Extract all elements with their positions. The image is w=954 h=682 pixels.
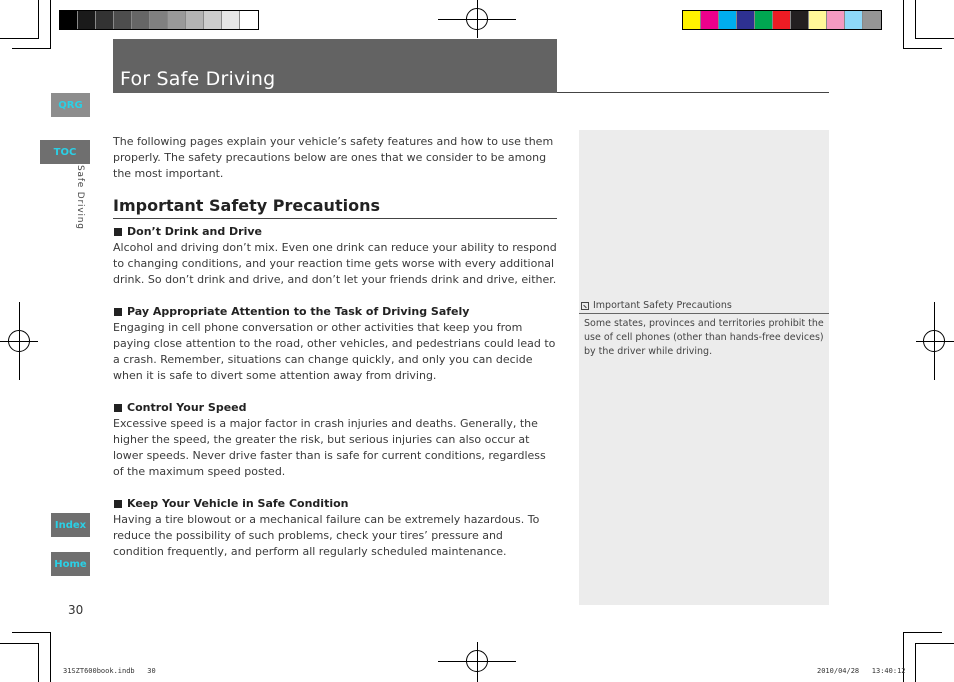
precaution-item bbox=[113, 496, 557, 560]
side-note-heading bbox=[579, 300, 829, 314]
color-swatch bbox=[845, 11, 863, 29]
section-label: Safe Driving bbox=[75, 165, 85, 230]
crop-mark bbox=[916, 643, 954, 644]
color-swatch bbox=[683, 11, 701, 29]
precaution-body: Excessive speed is a major factor in crash injuries and deaths. Generally, the higher the speed, the greater the risk, but serious injuries can also occur at lower speeds. Never drive faster than is safe for current conditions, regardless of the maximum speed posted. bbox=[113, 417, 546, 478]
gray-swatch-bar bbox=[59, 10, 259, 30]
color-swatch bbox=[96, 11, 114, 29]
color-swatch bbox=[791, 11, 809, 29]
color-swatch bbox=[150, 11, 168, 29]
color-swatch bbox=[773, 11, 791, 29]
color-swatch bbox=[222, 11, 240, 29]
crop-mark bbox=[904, 48, 942, 49]
index-tab[interactable] bbox=[51, 513, 90, 537]
crop-mark bbox=[12, 632, 50, 633]
crop-mark bbox=[12, 48, 50, 49]
crop-mark bbox=[50, 632, 51, 682]
color-swatch bbox=[809, 11, 827, 29]
intro-paragraph: The following pages explain your vehicle’s safety features and how to use them properly. The safety precautions below are ones that we consider to be among the most important. bbox=[113, 135, 554, 180]
precaution-item bbox=[113, 400, 557, 480]
page-title: For Safe Driving bbox=[120, 68, 276, 90]
color-swatch bbox=[240, 11, 258, 29]
crop-mark bbox=[0, 643, 38, 644]
precaution-heading: Keep Your Vehicle in Safe Condition bbox=[127, 497, 349, 510]
crop-mark bbox=[0, 38, 38, 39]
home-tab[interactable] bbox=[51, 552, 90, 576]
color-swatch-bar bbox=[682, 10, 882, 30]
color-swatch bbox=[186, 11, 204, 29]
square-bullet-icon bbox=[114, 500, 122, 508]
color-swatch bbox=[60, 11, 78, 29]
precaution-heading: Don’t Drink and Drive bbox=[127, 225, 263, 238]
side-note-heading-text: Important Safety Precautions bbox=[593, 300, 732, 311]
crop-mark bbox=[38, 0, 39, 39]
print-slug-date: 2010/04/28 13:40:12 bbox=[817, 667, 906, 675]
qrg-tab-label: QRG bbox=[58, 99, 83, 111]
precaution-body: Having a tire blowout or a mechanical failure can be extremely hazardous. To reduce the possibility of such problems, check your tires’ pressure and condition frequently, and perform all regularly scheduled maintenance. bbox=[113, 513, 540, 558]
precaution-item bbox=[113, 224, 557, 288]
precaution-body: Engaging in cell phone conversation or other activities that keep you from paying close attention to the road, other vehicles, and pedestrians could lead to a crash. Remember, situations can change quickly, and only you can decide when it is safe to divert some attention away from driving. bbox=[113, 321, 556, 382]
crop-mark bbox=[915, 0, 916, 39]
color-swatch bbox=[168, 11, 186, 29]
color-swatch bbox=[132, 11, 150, 29]
print-slug-file: 31SZT600book.indb 30 bbox=[63, 667, 156, 675]
home-tab-label: Home bbox=[54, 558, 87, 570]
color-swatch bbox=[737, 11, 755, 29]
section-title: Important Safety Precautions bbox=[113, 196, 557, 219]
side-note-body: Some states, provinces and territories prohibit the use of cell phones (other than hands-free devices) by the driver while driving. bbox=[584, 318, 824, 357]
color-swatch bbox=[863, 11, 881, 29]
color-swatch bbox=[719, 11, 737, 29]
crop-mark bbox=[915, 643, 916, 682]
square-bullet-icon bbox=[114, 228, 122, 236]
color-swatch bbox=[701, 11, 719, 29]
color-swatch bbox=[827, 11, 845, 29]
color-swatch bbox=[755, 11, 773, 29]
precaution-item bbox=[113, 304, 557, 384]
toc-tab[interactable] bbox=[40, 140, 90, 164]
header-band bbox=[113, 39, 557, 93]
toc-tab-label: TOC bbox=[53, 146, 77, 158]
precaution-heading: Pay Appropriate Attention to the Task of Driving Safely bbox=[127, 305, 470, 318]
precaution-heading: Control Your Speed bbox=[127, 401, 247, 414]
square-bullet-icon bbox=[114, 404, 122, 412]
crop-mark bbox=[903, 0, 904, 49]
crop-mark bbox=[904, 632, 942, 633]
main-content bbox=[113, 134, 557, 576]
page-number: 30 bbox=[68, 603, 84, 617]
crop-mark bbox=[916, 38, 954, 39]
side-note-panel bbox=[579, 130, 829, 605]
header-rule bbox=[557, 92, 829, 93]
index-tab-label: Index bbox=[54, 519, 87, 531]
qrg-tab[interactable] bbox=[51, 93, 90, 117]
color-swatch bbox=[114, 11, 132, 29]
crop-mark bbox=[50, 0, 51, 49]
color-swatch bbox=[78, 11, 96, 29]
reference-arrow-icon bbox=[581, 302, 589, 310]
square-bullet-icon bbox=[114, 308, 122, 316]
crop-mark bbox=[38, 643, 39, 682]
color-swatch bbox=[204, 11, 222, 29]
precaution-body: Alcohol and driving don’t mix. Even one drink can reduce your ability to respond to changing conditions, and your reaction time gets worse with every additional drink. So don’t drink and drive, and don’t let your friends drink and drive, either. bbox=[113, 241, 557, 286]
